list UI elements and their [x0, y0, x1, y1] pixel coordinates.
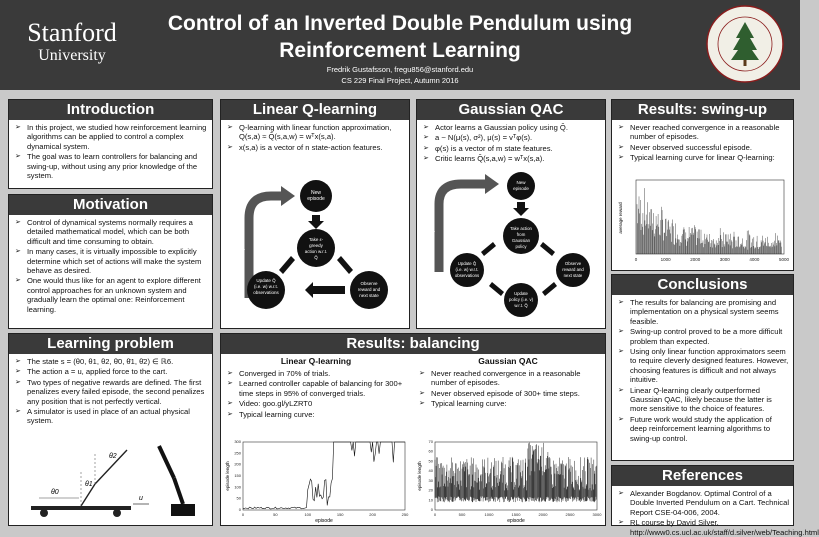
list-item: ➢ a ~ N(μ(s), σ²), μ(s) = vᵀφ(s).: [423, 133, 601, 142]
lin-ytick: 100: [234, 484, 241, 490]
logo-line-2: University: [38, 47, 106, 64]
svg-text:If failed episode: If failed episode: [430, 216, 436, 252]
swingup-xtick: 3000: [719, 257, 730, 262]
cart-wheel: [113, 509, 121, 517]
lin-xtick: 150: [336, 512, 344, 517]
introduction-list: [15, 123, 208, 180]
author-line: Fredrik Gustafsson, fregu856@stanford.edu: [326, 65, 474, 74]
svg-text:Gaussian: Gaussian: [511, 238, 531, 243]
lin-xtick: 0: [241, 512, 245, 517]
gaussian-qac-panel: [416, 99, 606, 329]
results-swingup-heading: Results: swing-up: [612, 100, 793, 120]
swingup-xtick: 5000: [778, 257, 790, 262]
physical-pendulum-arm-1: [174, 478, 183, 504]
qac-xtick: 0: [433, 512, 437, 517]
svg-text:Update: Update: [514, 291, 528, 296]
stanford-logo: [12, 20, 132, 66]
list-item: ➢ Learned controller capable of balancing for 300+ time steps in 95% of converged trials.: [227, 379, 407, 398]
list-item: ➢ Q-learning with linear function approximation, Q(s,a) ≈ Q̂(s,a,w) = wᵀx(s,a).: [227, 123, 405, 142]
list-item: ➢ Swing-up control proved to be a more difficult problem than expected.: [618, 327, 789, 346]
qac-ytick: 40: [428, 468, 433, 474]
swingup-xtick: 2000: [690, 257, 701, 262]
lin-xtick: 200: [369, 512, 376, 517]
svg-text:Take action: Take action: [510, 226, 532, 231]
balancing-linear-column: [221, 354, 411, 420]
lin-ytick: 250: [234, 450, 241, 456]
qac-ytick: 10: [428, 497, 433, 503]
list-item: ➢ Typical learning curve:: [227, 410, 407, 419]
list-item: ➢ Never reached convergence in a reasonable number of episodes.: [618, 123, 789, 142]
conclusions-list: [618, 298, 789, 443]
theta1-label: θ1: [85, 481, 93, 488]
swingup-ylabel: average reward: [618, 202, 623, 234]
introduction-heading: Introduction: [9, 100, 212, 120]
svg-text:episode: episode: [513, 186, 529, 191]
learning-problem-list: [15, 357, 208, 426]
lin-ytick: 200: [234, 461, 241, 467]
list-item: ➢ In this project, we studied how reinforcement learning algorithms can be applied to control a complex dynamical system.: [15, 123, 208, 151]
motivation-list: [15, 218, 208, 314]
svg-text:(i.e. w) w.r.t.: (i.e. w) w.r.t.: [253, 284, 279, 289]
lin-ytick: 300: [234, 439, 241, 444]
university-seal-icon: [705, 4, 785, 84]
qac-ytick: 20: [428, 487, 433, 493]
svg-text:action w.r.t.: action w.r.t.: [304, 249, 328, 254]
list-item: ➢ Never observed episode of 300+ time steps.: [419, 389, 599, 398]
list-item: ➢ The results for balancing are promising and implementation on a physical system seems feasible.: [618, 298, 789, 326]
qac-ytick: 60: [428, 448, 433, 454]
linear-q-panel: [220, 99, 410, 329]
svg-text:New: New: [310, 190, 322, 196]
balancing-linear-ylabel: episode length: [225, 461, 230, 491]
lin-xtick: 250: [401, 512, 409, 517]
list-item: ➢ In many cases, it is virtually impossible to explicitly determine which set of actions will make the system behave as desired.: [15, 247, 208, 275]
svg-text:Q̂: Q̂: [314, 255, 318, 260]
lin-xtick: 50: [273, 512, 278, 517]
swingup-xtick: 0: [634, 257, 638, 262]
svg-text:episode: episode: [307, 196, 325, 202]
balancing-gaussian-chart: [413, 438, 603, 524]
results-balancing-panel: [220, 333, 606, 526]
list-item: ➢ Using only linear function approximators seem to require cleverly designed features. However, choosing features is difficult and not always intuitive.: [618, 347, 789, 385]
swingup-learning-curve: [612, 176, 791, 268]
svg-text:observations: observations: [454, 273, 480, 278]
balancing-gaussian-ylabel: episode length: [417, 461, 422, 491]
reference-item: ➢ Alexander Bogdanov. Optimal Control of a Double Inverted Pendulum on a Cart. Technical Report CSE-04-006, 2004.: [618, 489, 789, 517]
lin-ytick: 0: [238, 507, 241, 512]
list-item: ➢ Critic learns Q̂(s,a,w) = wᵀx(s,a).: [423, 154, 601, 163]
introduction-panel: [8, 99, 213, 189]
list-item: ➢ Linear Q-learning clearly outperformed Gaussian QAC, likely because the latter is more sensitive to the choice of features.: [618, 386, 789, 414]
svg-text:from: from: [516, 232, 526, 237]
balancing-gaussian-column: [413, 354, 603, 410]
gaussian-qac-cycle-diagram: [417, 172, 603, 322]
svg-text:next state: next state: [359, 293, 379, 298]
list-item: ➢ Control of dynamical systems normally requires a detailed mathematical model, which can be both difficult and time consuming to obtain.: [15, 218, 208, 246]
reference-item: ➢ RL course by David Silver. http://www0.cs.ucl.ac.uk/staff/d.silver/web/Teaching.html: [618, 518, 789, 537]
results-swingup-list: [618, 123, 789, 163]
svg-text:Update Q̂: Update Q̂: [457, 261, 477, 266]
list-item: ➢ Typical learning curve for linear Q-learning:: [618, 153, 789, 162]
svg-text:greedy: greedy: [309, 243, 323, 248]
results-balancing-heading: Results: balancing: [221, 334, 605, 354]
list-item: ➢ The goal was to learn controllers for balancing and swing-up, without using any prior knowledge of the system.: [15, 152, 208, 180]
svg-text:reward and: reward and: [357, 287, 381, 292]
logo-line-1: Stanford: [27, 18, 117, 47]
lin-ytick: 50: [236, 495, 241, 501]
balancing-linear-xlabel: episode: [315, 518, 333, 524]
svg-text:Update Q̂: Update Q̂: [256, 278, 276, 283]
results-swingup-panel: [611, 99, 794, 271]
qac-xtick: 2000: [538, 512, 548, 517]
svg-text:observations: observations: [253, 290, 279, 295]
poster-authors: [140, 64, 660, 86]
qac-xtick: 2500: [565, 512, 575, 517]
balancing-gaussian-xlabel: episode: [507, 518, 525, 524]
swingup-xtick: 1000: [660, 257, 671, 262]
poster-header: [0, 0, 800, 90]
balancing-gaussian-subtitle: Gaussian QAC: [478, 356, 538, 366]
theta2-label: θ2: [109, 453, 117, 460]
poster-title: Control of an Inverted Double Pendulum using Reinforcement Learning: [167, 12, 633, 62]
qac-ytick: 50: [428, 458, 433, 464]
qac-xtick: 1000: [484, 512, 494, 517]
gaussian-qac-heading: Gaussian QAC: [417, 100, 605, 120]
course-line: CS 229 Final Project, Autumn 2016: [341, 76, 459, 85]
svg-text:New: New: [516, 180, 526, 185]
qac-xtick: 500: [458, 512, 466, 517]
qac-xtick: 1500: [511, 512, 521, 517]
references-list: [618, 489, 819, 537]
lin-ytick: 150: [234, 473, 241, 478]
qac-xtick: 3000: [592, 512, 602, 517]
motivation-panel: [8, 194, 213, 329]
cycle-node: [297, 229, 335, 267]
svg-text:reward and: reward and: [562, 267, 584, 272]
list-item: ➢ φ(s) is a vector of m state features.: [423, 144, 601, 153]
motivation-heading: Motivation: [9, 195, 212, 215]
list-item: ➢ One would thus like for an agent to explore different control approaches for an unknown system and gradually learn the optimal one: Reinforcement learning.: [15, 276, 208, 314]
list-item: ➢ Converged in 70% of trials.: [227, 369, 407, 378]
svg-text:Observe: Observe: [360, 281, 378, 286]
list-item: ➢ Typical learning curve:: [419, 399, 599, 408]
conclusions-panel: [611, 274, 794, 461]
svg-text:policy: policy: [515, 244, 527, 249]
swingup-xtick: 4000: [749, 257, 760, 262]
linear-q-cycle-diagram: [221, 178, 407, 318]
linear-q-list: [227, 123, 405, 152]
balancing-linear-subtitle: Linear Q-learning: [280, 356, 352, 366]
list-item: ➢ x(s,a) is a vector of n state-action features.: [227, 143, 405, 152]
physical-pendulum-base: [171, 504, 195, 516]
gaussian-qac-list: [423, 123, 601, 164]
list-item: ➢ A simulator is used in place of an actual physical system.: [15, 407, 208, 426]
cart-wheel: [40, 509, 48, 517]
svg-text:(i.e. w) w.r.t.: (i.e. w) w.r.t.: [455, 267, 479, 272]
svg-text:next state: next state: [563, 273, 583, 278]
balancing-linear-chart: [221, 438, 411, 524]
force-label: u: [139, 495, 143, 502]
references-heading: References: [612, 466, 793, 486]
svg-text:w.r.t. Q̂: w.r.t. Q̂: [514, 303, 528, 308]
list-item: ➢ Never reached convergence in a reasonable number of episodes.: [419, 369, 599, 388]
theta0-label: θ0: [51, 489, 59, 496]
learning-problem-heading: Learning problem: [9, 334, 212, 354]
list-item: ➢ Never observed successful episode.: [618, 143, 789, 152]
svg-text:policy (i.e. v): policy (i.e. v): [508, 297, 534, 302]
references-panel: [611, 465, 819, 537]
qac-ytick: 0: [430, 507, 433, 512]
balancing-linear-list: [227, 369, 407, 419]
linear-q-heading: Linear Q-learning: [221, 100, 409, 120]
lin-xtick: 100: [304, 512, 312, 517]
qac-ytick: 70: [428, 439, 433, 444]
pendulum-figure: [9, 442, 210, 522]
list-item: ➢ Video: goo.gl/yLZRT0: [227, 399, 407, 408]
svg-text:Observe: Observe: [564, 261, 582, 266]
list-item: ➢ Actor learns a Gaussian policy using Q̂.: [423, 123, 601, 132]
svg-text:Take ε-: Take ε-: [308, 237, 324, 242]
conclusions-heading: Conclusions: [612, 275, 793, 295]
balancing-gaussian-list: [419, 369, 599, 409]
learning-problem-panel: [8, 333, 213, 526]
svg-text:If failed episode: If failed episode: [240, 234, 246, 270]
list-item: ➢ Two types of negative rewards are defined. The first penalizes every failed episode, the second penalizes any position that is not perfectly vertical.: [15, 378, 208, 406]
physical-pendulum-arm-2: [159, 446, 174, 478]
list-item: ➢ Future work would study the application of deep reinforcement learning algorithms to swing-up control.: [618, 415, 789, 443]
list-item: ➢ The action a = u, applied force to the cart.: [15, 367, 208, 376]
list-item: ➢ The state s = (θ0, θ1, θ2, θ̇0, θ̇1, θ̇2) ∈ ℝ6.: [15, 357, 208, 366]
qac-ytick: 30: [428, 477, 433, 483]
